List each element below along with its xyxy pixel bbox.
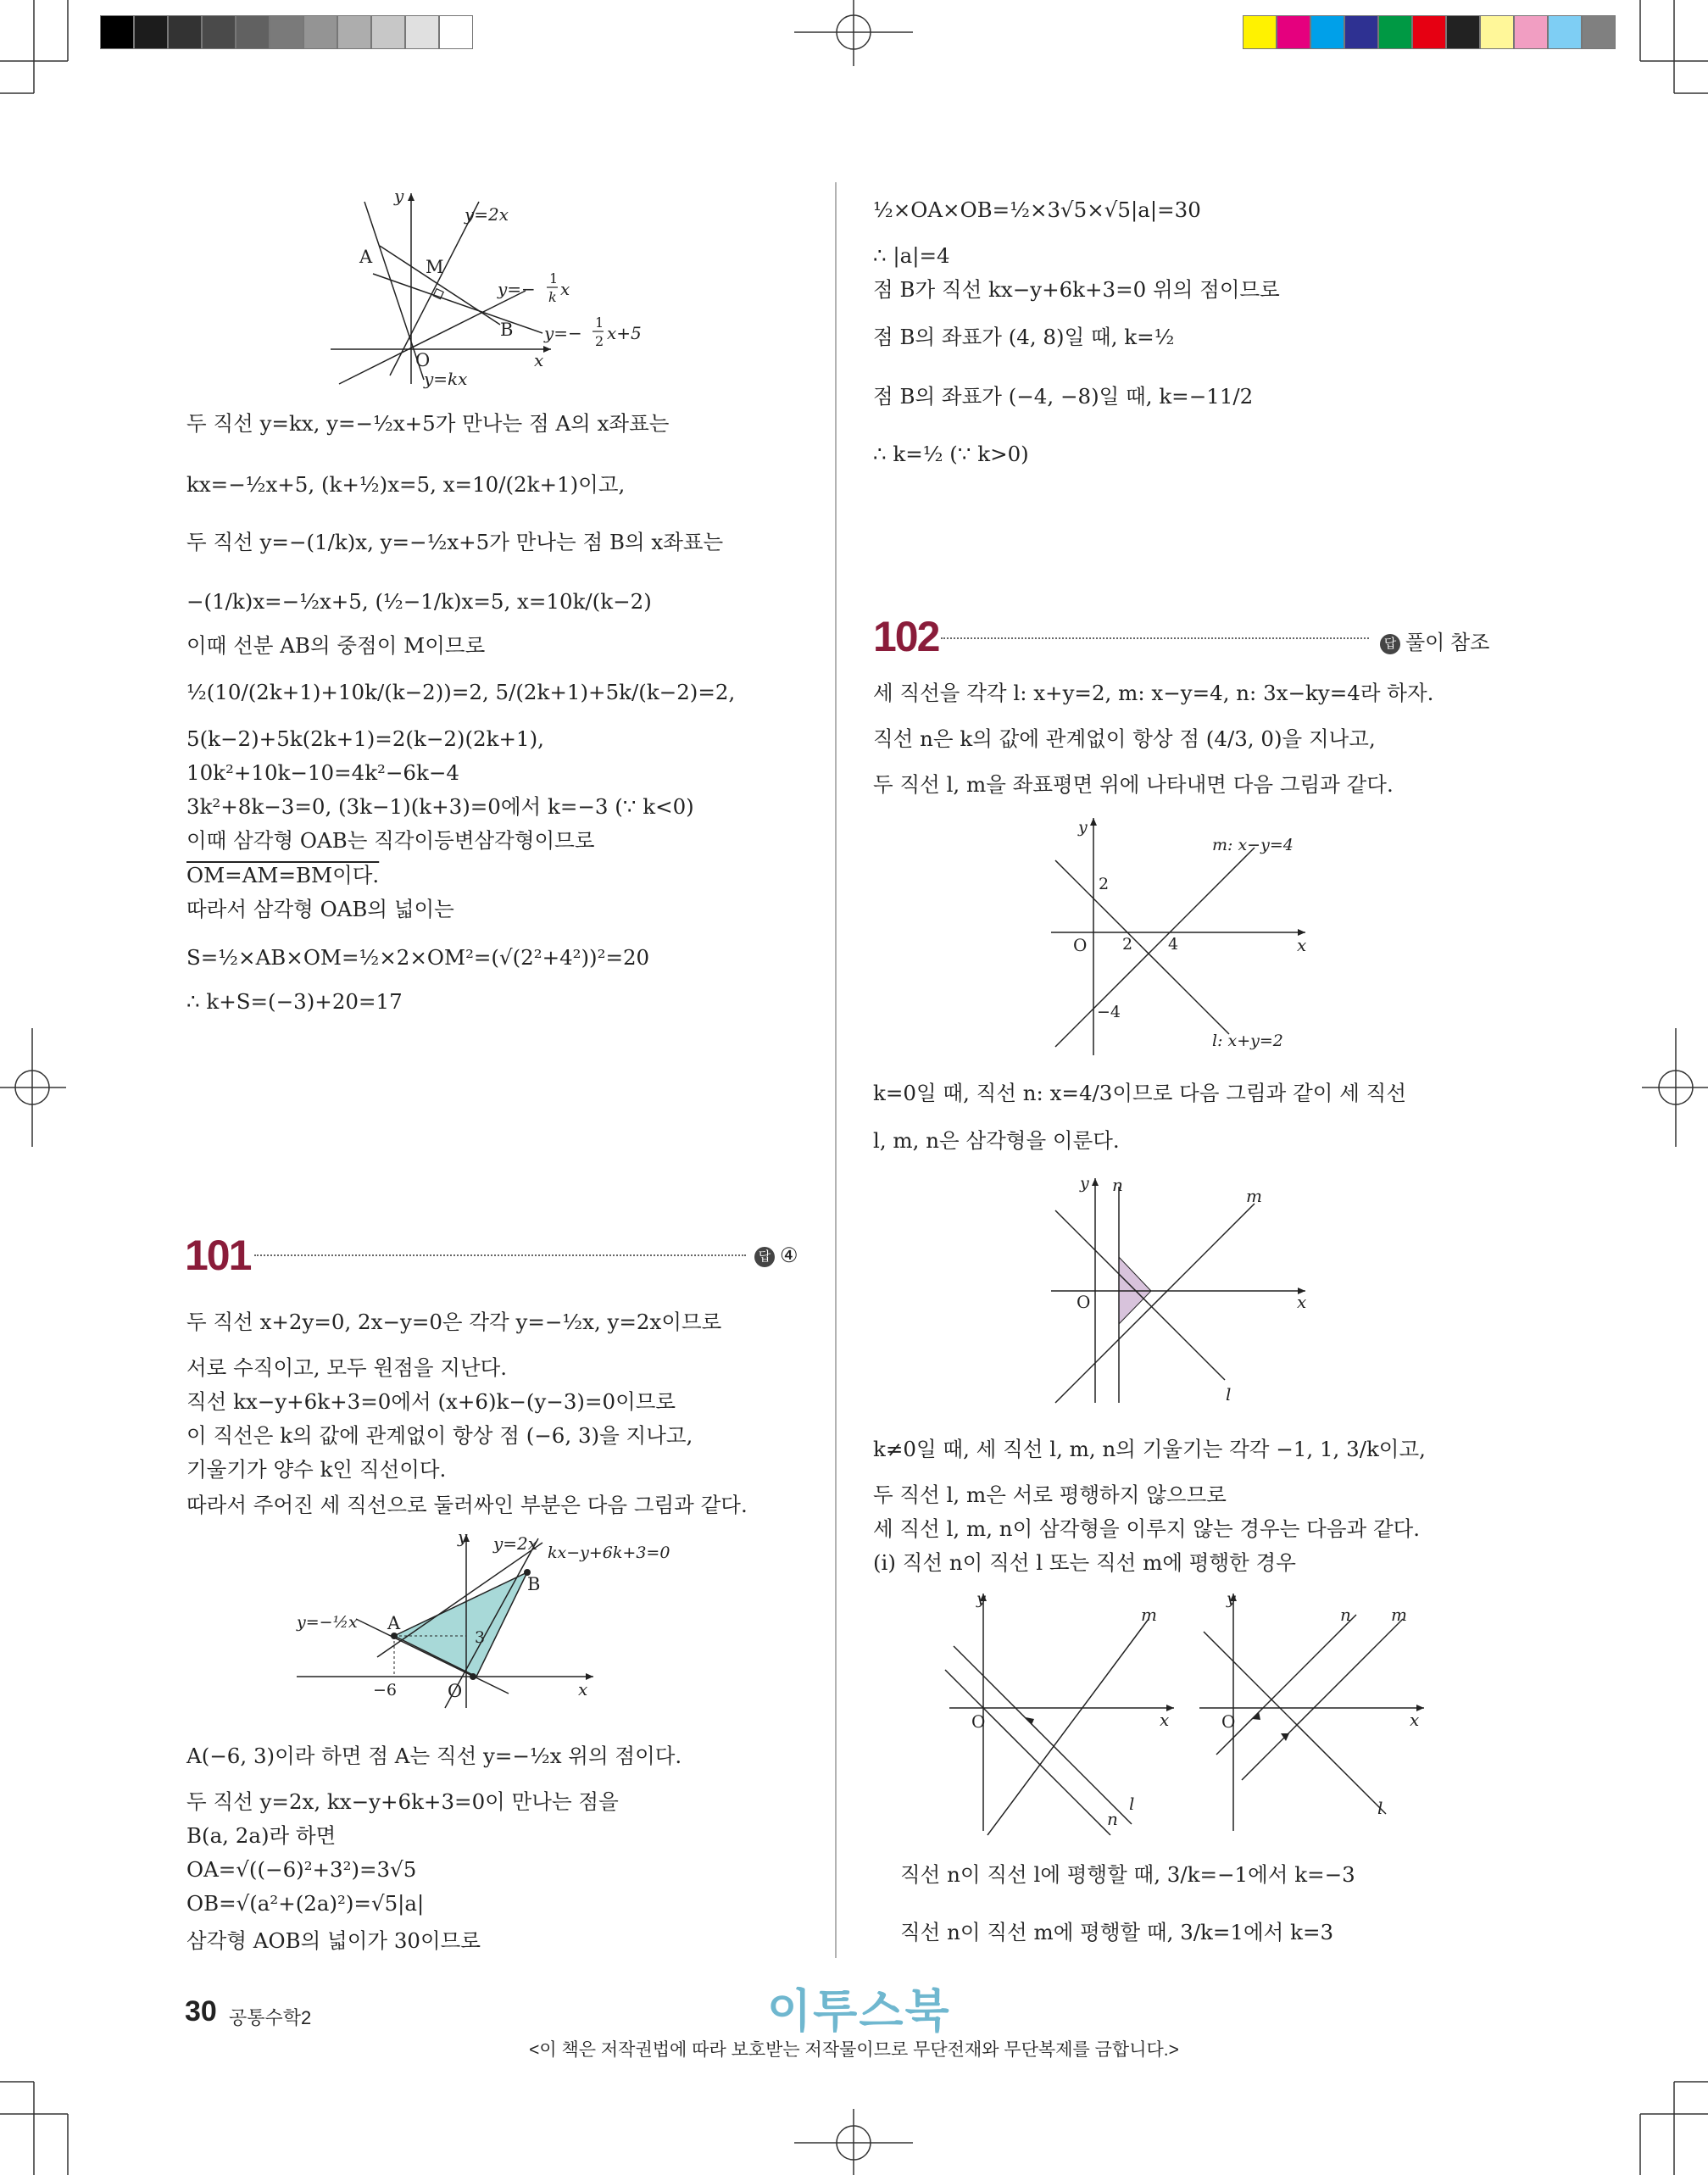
fig-label: m <box>1391 1605 1407 1625</box>
color-swatch <box>1277 15 1310 49</box>
solution-line: 직선 n은 k의 값에 관계없이 항상 점 (4/3, 0)을 지나고, <box>873 726 1376 751</box>
fig-label: l <box>1377 1798 1383 1818</box>
fig-label: y=−½x <box>297 1613 358 1632</box>
solution-line: 5(k−2)+5k(2k+1)=2(k−2)(2k+1), <box>186 726 544 751</box>
color-swatch <box>1548 15 1582 49</box>
fig-label: y=− <box>544 323 582 343</box>
fig-label: n <box>1112 1175 1123 1195</box>
gray-swatch <box>100 15 134 49</box>
fig-label: 1 <box>549 270 559 286</box>
fig-label: x+5 <box>607 323 642 343</box>
solution-line: 두 직선 y=kx, y=−½x+5가 만나는 점 A의 x좌표는 <box>186 411 670 436</box>
gray-swatch <box>337 15 371 49</box>
solution-line: k=0일 때, 직선 n: x=4/3이므로 다음 그림과 같이 세 직선 <box>873 1081 1406 1105</box>
fig-label: O <box>1073 935 1088 955</box>
solution-line: 10k²+10k−10=4k²−6k−4 <box>186 760 459 785</box>
gray-swatch <box>134 15 168 49</box>
fig-label: O <box>1077 1292 1091 1312</box>
heading-divider <box>941 637 1369 639</box>
fig-label: y=2x <box>493 1533 538 1554</box>
fig-label: 2 <box>1122 935 1133 954</box>
fig-label: y <box>1227 1589 1236 1608</box>
fig-label: −4 <box>1097 1003 1121 1021</box>
solution-line: 따라서 주어진 세 직선으로 둘러싸인 부분은 다음 그림과 같다. <box>186 1493 748 1517</box>
answer-label <box>1380 626 1489 655</box>
fig-label: 3 <box>475 1628 486 1647</box>
answer-badge: 답 <box>754 1247 775 1267</box>
solution-line: l, m, n은 삼각형을 이룬다. <box>873 1128 1120 1153</box>
fig-label: n <box>1340 1605 1351 1625</box>
fig-label: 2 <box>1099 875 1110 893</box>
fig-label: x <box>534 350 544 370</box>
solution-line: 세 직선 l, m, n이 삼각형을 이루지 않는 경우는 다음과 같다. <box>873 1516 1421 1541</box>
solution-line: 세 직선을 각각 l: x+y=2, m: x−y=4, n: 3x−ky=4라 하자. <box>873 681 1434 705</box>
solution-line: ½(10/(2k+1)+10k/(k−2))=2, 5/(2k+1)+5k/(k−2)=2, <box>186 680 736 704</box>
fig-label: O <box>448 1681 463 1701</box>
solution-line: 따라서 삼각형 OAB의 넓이는 <box>186 897 454 921</box>
page-number: 30 <box>185 1995 217 2028</box>
fig-label: −6 <box>373 1681 398 1699</box>
fig-label: k <box>548 289 557 305</box>
fig-label: 2 <box>595 333 604 349</box>
fig-label: B <box>527 1574 541 1594</box>
solution-line: 서로 수직이고, 모두 원점을 지난다. <box>186 1355 508 1380</box>
copyright-notice: <이 책은 저작권법에 따라 보호받는 저작물이므로 무단전재와 무단복제를 금합니다.> <box>529 2040 1179 2060</box>
solution-line: 이 직선은 k의 값에 관계없이 항상 점 (−6, 3)을 지나고, <box>186 1423 693 1448</box>
color-swatch <box>1310 15 1344 49</box>
color-swatch <box>1514 15 1548 49</box>
fig-label: 1 <box>595 314 604 331</box>
answer-badge: 답 <box>1380 634 1400 654</box>
fig-label: y <box>394 186 404 206</box>
gray-swatch <box>439 15 473 49</box>
color-swatch <box>1412 15 1446 49</box>
subject-label: 공통수학2 <box>229 2007 312 2028</box>
fig-label: y <box>1078 818 1088 837</box>
fig-label: x <box>1160 1710 1170 1730</box>
figure-lines-l-m <box>1043 814 1331 1060</box>
solution-line: 직선 kx−y+6k+3=0에서 (x+6)k−(y−3)=0이므로 <box>186 1389 676 1414</box>
fig-label: y=kx <box>424 369 468 389</box>
fig-label: x <box>1297 1292 1307 1312</box>
solution-line: 점 B의 좌표가 (4, 8)일 때, k=½ <box>873 325 1175 349</box>
fig-label: y=− <box>498 279 536 299</box>
figure-n-parallel-m <box>1191 1585 1428 1839</box>
problem-number: 101 <box>185 1232 251 1279</box>
color-swatch <box>1480 15 1514 49</box>
solution-line: 두 직선 y=2x, kx−y+6k+3=0이 만나는 점을 <box>186 1789 619 1814</box>
gray-swatch <box>405 15 439 49</box>
solution-line: 두 직선 y=−(1/k)x, y=−½x+5가 만나는 점 B의 x좌표는 <box>186 530 724 554</box>
fig-label: y <box>1080 1174 1089 1193</box>
fig-label: A <box>359 247 373 267</box>
color-swatch <box>1378 15 1412 49</box>
fig-label: y <box>458 1527 468 1547</box>
solution-line: ∴ k=½ (∵ k>0) <box>873 442 1029 466</box>
color-swatch <box>1446 15 1480 49</box>
solution-line: 직선 n이 직선 m에 평행할 때, 3/k=1에서 k=3 <box>900 1920 1334 1944</box>
fig-label: x <box>1410 1710 1420 1730</box>
solution-line: ∴ k+S=(−3)+20=17 <box>186 989 403 1014</box>
fig-label: M <box>426 257 444 277</box>
fig-label: A <box>387 1613 401 1633</box>
color-swatch <box>1582 15 1616 49</box>
fig-label: O <box>415 350 431 370</box>
fig-label: m <box>1246 1186 1262 1206</box>
solution-line: 점 B의 좌표가 (−4, −8)일 때, k=−11/2 <box>873 384 1254 409</box>
heading-divider <box>254 1254 746 1256</box>
fig-label: n <box>1107 1809 1118 1829</box>
figure-triangle-lmn <box>1043 1170 1331 1407</box>
fig-label: O <box>971 1711 986 1732</box>
solution-line: 두 직선 l, m은 서로 평행하지 않으므로 <box>873 1482 1227 1507</box>
solution-line: kx=−½x+5, (k+½)x=5, x=10/(2k+1)이고, <box>186 472 626 497</box>
solution-line: 두 직선 l, m을 좌표평면 위에 나타내면 다음 그림과 같다. <box>873 772 1394 797</box>
answer-label <box>754 1243 798 1268</box>
color-swatch <box>1243 15 1277 49</box>
color-swatch <box>1344 15 1378 49</box>
solution-line: 두 직선 x+2y=0, 2x−y=0은 각각 y=−½x, y=2x이므로 <box>186 1310 722 1334</box>
fig-label: m: x−y=4 <box>1212 836 1294 854</box>
gray-swatch <box>236 15 270 49</box>
fig-label: y=2x <box>465 204 509 225</box>
problem-number: 102 <box>873 613 939 660</box>
fig-label: x <box>560 279 570 299</box>
solution-line: 직선 n이 직선 l에 평행할 때, 3/k=−1에서 k=−3 <box>900 1862 1355 1887</box>
solution-line: S=½×AB×OM=½×2×OM²=(√(2²+4²))²=20 <box>186 945 650 970</box>
solution-line: ½×OA×OB=½×3√5×√5|a|=30 <box>873 197 1201 222</box>
solution-line: OA=√((−6)²+3²)=3√5 <box>186 1857 417 1882</box>
figure-triangle-aob <box>288 1526 729 1712</box>
fig-label: y <box>976 1589 986 1608</box>
gray-swatch <box>270 15 303 49</box>
solution-line: 3k²+8k−3=0, (3k−1)(k+3)=0에서 k=−3 (∵ k<0) <box>186 794 694 819</box>
solution-line: (i) 직선 n이 직선 l 또는 직선 m에 평행한 경우 <box>873 1550 1296 1575</box>
solution-line: −(1/k)x=−½x+5, (½−1/k)x=5, x=10k/(k−2) <box>186 589 652 614</box>
fig-label: l: x+y=2 <box>1212 1032 1283 1050</box>
figure-oab-lines <box>322 185 678 388</box>
fig-label: x <box>578 1679 588 1699</box>
solution-line: 점 B가 직선 kx−y+6k+3=0 위의 점이므로 <box>873 277 1280 302</box>
figure-n-parallel-l <box>941 1585 1178 1839</box>
gray-swatch <box>202 15 236 49</box>
fig-label: x <box>1297 935 1307 955</box>
answer-value: 풀이 참조 <box>1405 631 1490 654</box>
answer-value: ④ <box>780 1244 798 1267</box>
solution-line: 이때 삼각형 OAB는 직각이등변삼각형이므로 <box>186 828 595 853</box>
fig-label: m <box>1141 1605 1157 1625</box>
gray-swatch <box>371 15 405 49</box>
fig-label: l <box>1129 1794 1135 1814</box>
solution-line: OM=AM=BM이다. <box>186 863 380 887</box>
solution-line: 기울기가 양수 k인 직선이다. <box>186 1457 447 1482</box>
fig-label: O <box>1221 1711 1236 1732</box>
gray-swatch <box>168 15 202 49</box>
fig-label: kx−y+6k+3=0 <box>548 1544 670 1562</box>
gray-swatch <box>303 15 337 49</box>
fig-label: 4 <box>1168 935 1179 954</box>
publisher-logo: 이투스북 <box>767 1986 951 2037</box>
solution-line: B(a, 2a)라 하면 <box>186 1823 337 1848</box>
fig-label: l <box>1226 1384 1232 1405</box>
fig-label: B <box>500 320 514 340</box>
solution-line: 삼각형 AOB의 넓이가 30이므로 <box>186 1928 481 1953</box>
solution-line: k≠0일 때, 세 직선 l, m, n의 기울기는 각각 −1, 1, 3/k이고, <box>873 1437 1426 1461</box>
solution-line: OB=√(a²+(2a)²)=√5|a| <box>186 1891 425 1916</box>
solution-line: 이때 선분 AB의 중점이 M이므로 <box>186 633 486 658</box>
solution-line: ∴ |a|=4 <box>873 243 950 268</box>
solution-line: A(−6, 3)이라 하면 점 A는 직선 y=−½x 위의 점이다. <box>186 1744 682 1768</box>
